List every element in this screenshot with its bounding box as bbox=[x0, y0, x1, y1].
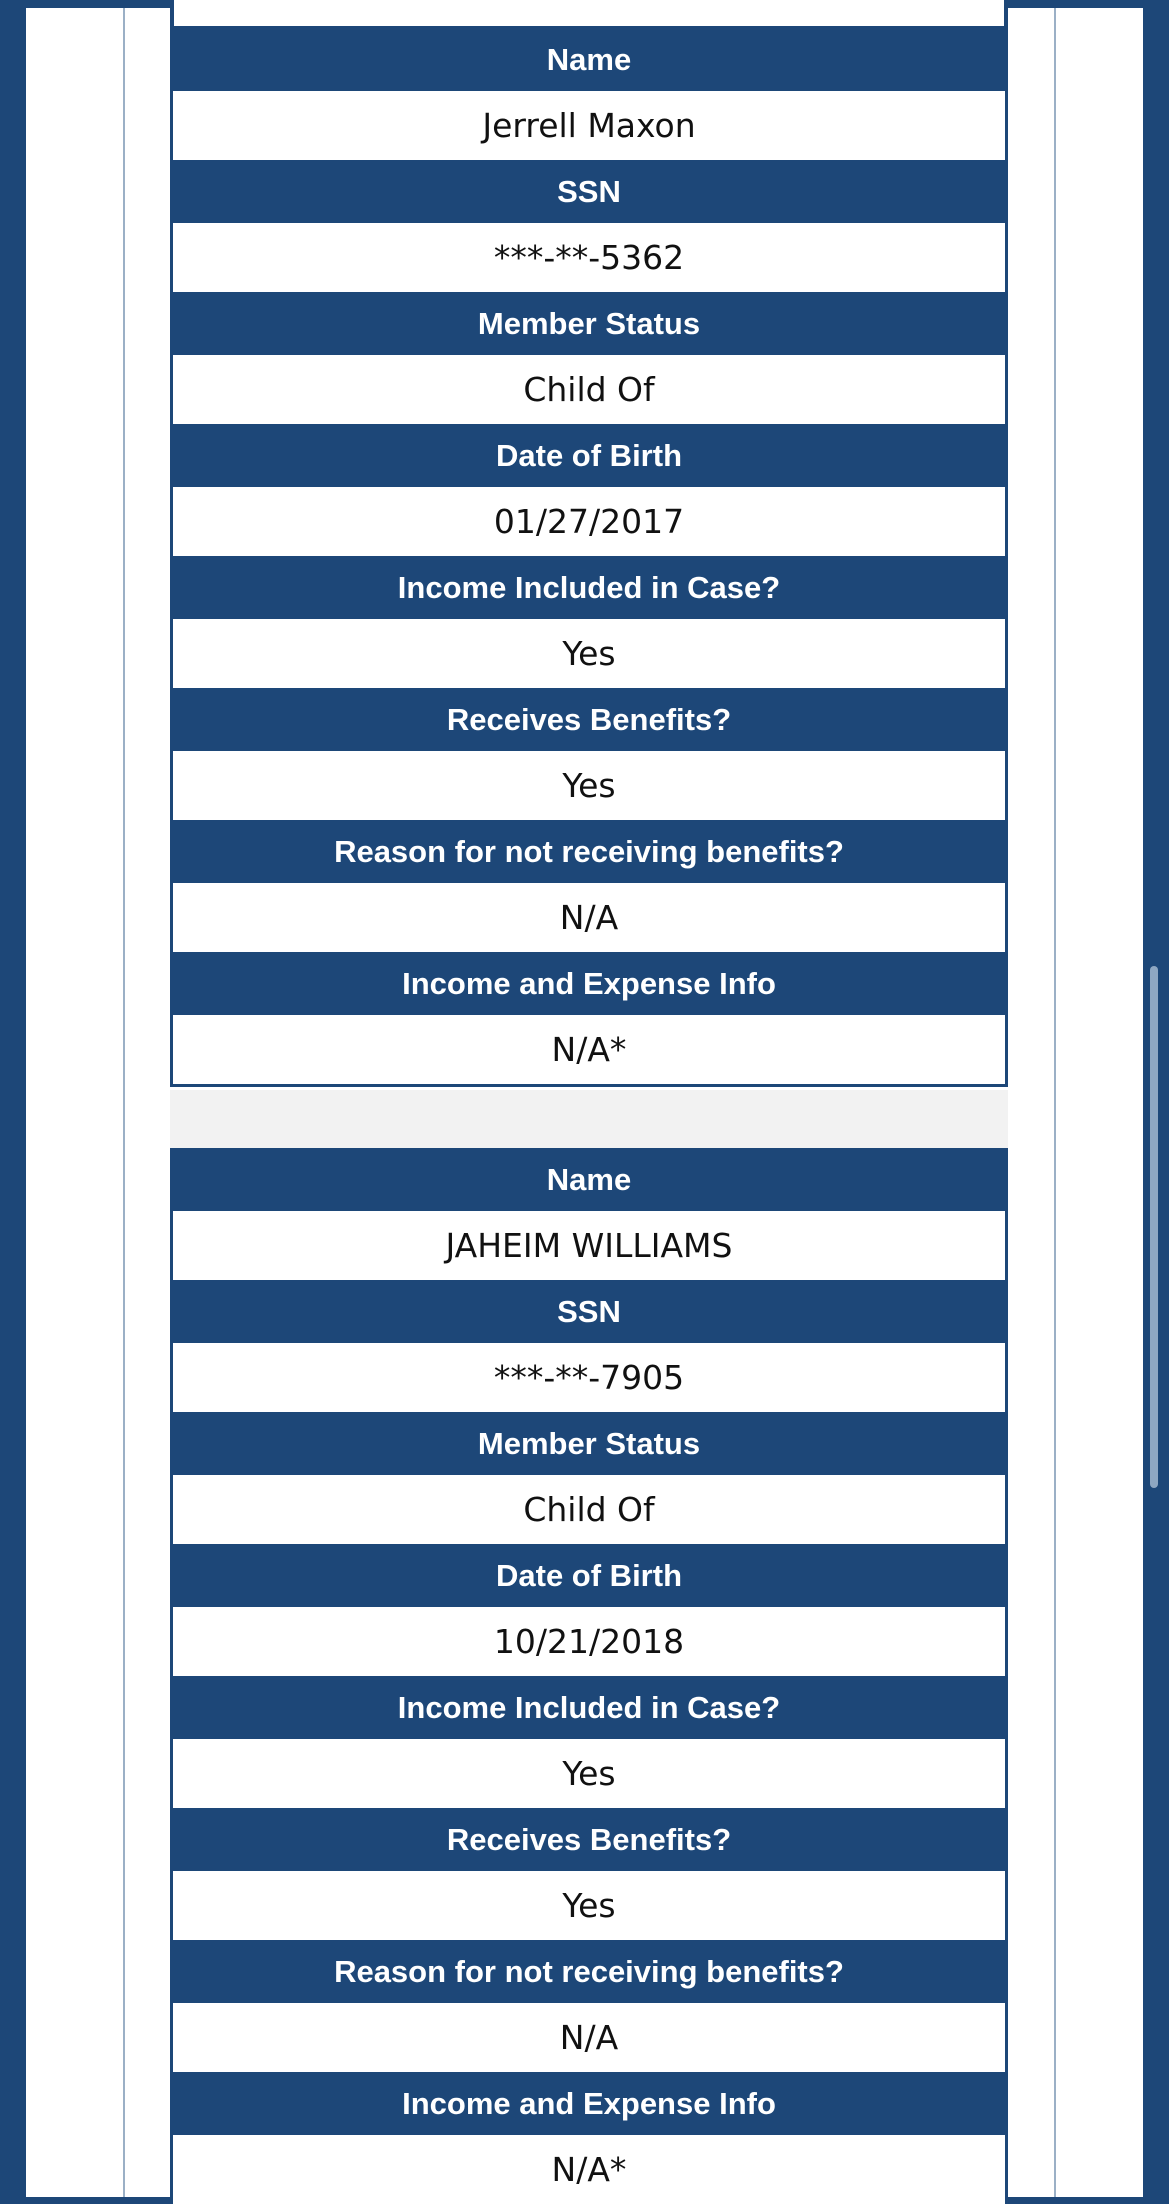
reason-not-receiving-value: N/A bbox=[173, 883, 1005, 952]
income-expense-header: Income and Expense Info bbox=[173, 2072, 1005, 2135]
right-column-border bbox=[1054, 8, 1056, 2197]
income-included-value: Yes bbox=[173, 1739, 1005, 1808]
member-status-value: Child Of bbox=[173, 1475, 1005, 1544]
date-of-birth-header: Date of Birth bbox=[173, 1544, 1005, 1607]
name-value: Jerrell Maxon bbox=[173, 91, 1005, 160]
vertical-scrollbar-thumb[interactable] bbox=[1150, 966, 1158, 1488]
date-of-birth-value: 01/27/2017 bbox=[173, 487, 1005, 556]
member-status-header: Member Status bbox=[173, 292, 1005, 355]
income-included-value: Yes bbox=[173, 619, 1005, 688]
income-included-header: Income Included in Case? bbox=[173, 1676, 1005, 1739]
income-expense-value: N/A* bbox=[173, 1015, 1005, 1084]
name-header: Name bbox=[173, 28, 1005, 91]
income-included-header: Income Included in Case? bbox=[173, 556, 1005, 619]
name-value: JAHEIM WILLIAMS bbox=[173, 1211, 1005, 1280]
ssn-value: ***-**-7905 bbox=[173, 1343, 1005, 1412]
receives-benefits-header: Receives Benefits? bbox=[173, 1808, 1005, 1871]
member-status-value: Child Of bbox=[173, 355, 1005, 424]
ssn-value: ***-**-5362 bbox=[173, 223, 1005, 292]
ssn-header: SSN bbox=[173, 1280, 1005, 1343]
member-card bbox=[170, 28, 1008, 1087]
name-header: Name bbox=[173, 1148, 1005, 1211]
reason-not-receiving-header: Reason for not receiving benefits? bbox=[173, 1940, 1005, 2003]
date-of-birth-header: Date of Birth bbox=[173, 424, 1005, 487]
member-card bbox=[170, 1148, 1008, 2204]
income-expense-value: N/A* bbox=[173, 2135, 1005, 2204]
member-status-header: Member Status bbox=[173, 1412, 1005, 1475]
previous-member-card-bottom bbox=[170, 0, 1008, 28]
left-column-border bbox=[123, 8, 125, 2197]
member-separator bbox=[170, 1090, 1008, 1148]
reason-not-receiving-header: Reason for not receiving benefits? bbox=[173, 820, 1005, 883]
receives-benefits-value: Yes bbox=[173, 751, 1005, 820]
ssn-header: SSN bbox=[173, 160, 1005, 223]
reason-not-receiving-value: N/A bbox=[173, 2003, 1005, 2072]
receives-benefits-header: Receives Benefits? bbox=[173, 688, 1005, 751]
income-expense-header: Income and Expense Info bbox=[173, 952, 1005, 1015]
date-of-birth-value: 10/21/2018 bbox=[173, 1607, 1005, 1676]
receives-benefits-value: Yes bbox=[173, 1871, 1005, 1940]
